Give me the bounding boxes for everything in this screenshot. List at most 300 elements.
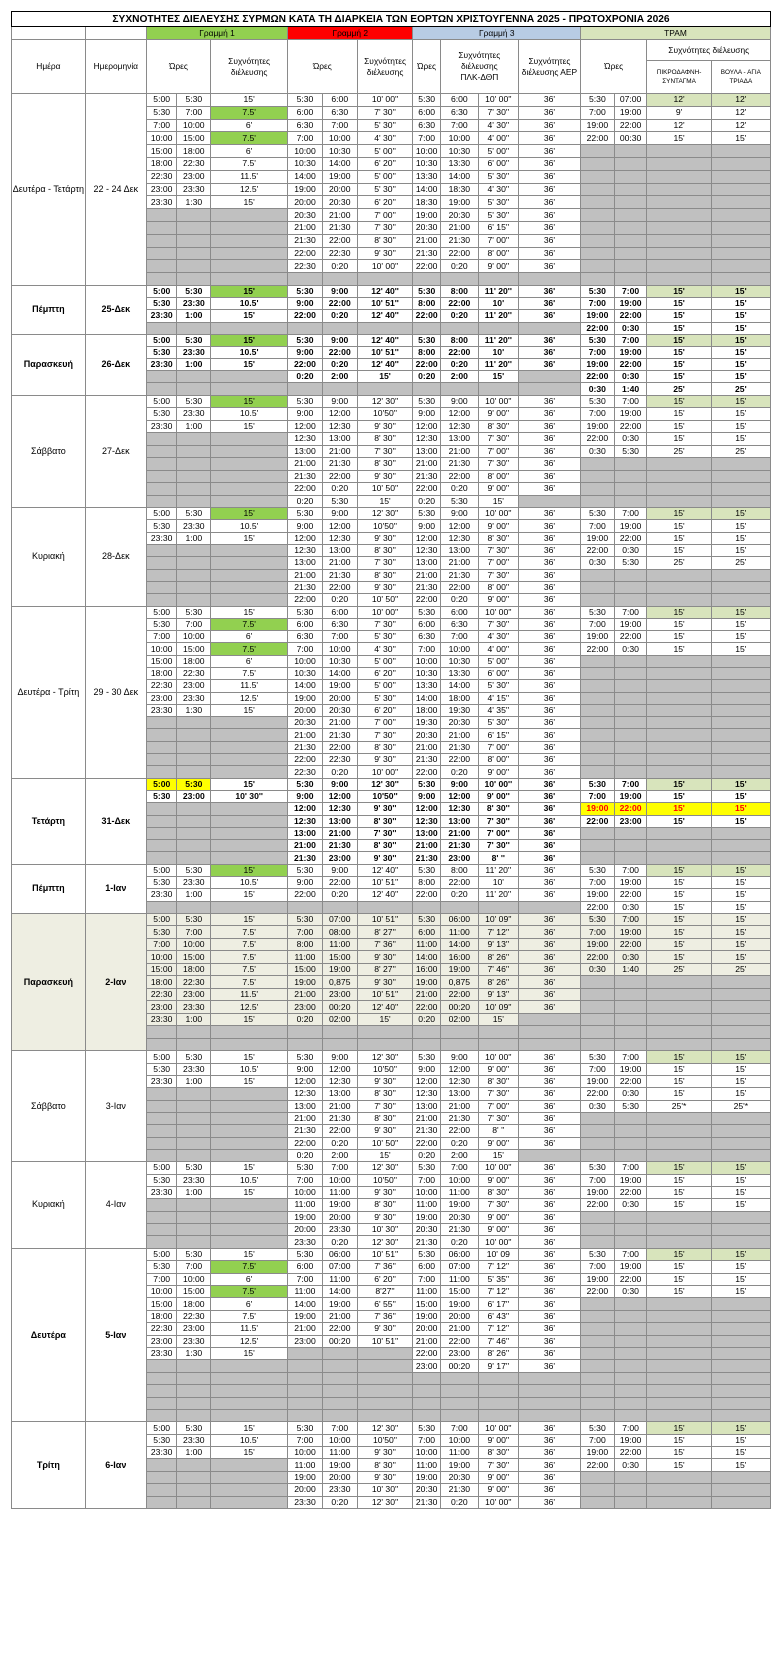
tram-from-cell: 22:00 [581, 1199, 615, 1211]
l3-to-cell [440, 1038, 478, 1051]
tram-freq-a-cell: 15' [647, 618, 711, 630]
l2-freq-cell [357, 1026, 413, 1039]
l1-from-cell: 5:00 [146, 1422, 177, 1434]
tram-freq-a-cell [647, 1484, 711, 1496]
l1-freq-cell [211, 594, 288, 606]
l3-aer-cell: 36' [518, 803, 580, 815]
tram-hours-header: Ώρες [581, 40, 647, 94]
l2-from-cell: 21:00 [288, 221, 323, 234]
tram-to-cell: 00:30 [614, 132, 647, 145]
l2-from-cell: 20:30 [288, 209, 323, 222]
tram-to-cell [614, 680, 647, 692]
tram-from-cell [581, 1347, 615, 1359]
day-label: Παρασκευή [12, 913, 86, 1051]
l2-to-cell: 14:00 [322, 1286, 357, 1298]
l3-to-cell [440, 1385, 478, 1397]
l3-from-cell: 10:00 [413, 145, 440, 158]
tram-from-cell: 0:30 [581, 557, 615, 569]
l1-freq-cell: 15' [211, 1422, 288, 1434]
l3-freq-cell: 6' 43'' [478, 1310, 518, 1322]
l2-to-cell: 15:00 [322, 951, 357, 964]
tram-from-cell [581, 1013, 615, 1026]
l1-to-cell [177, 383, 211, 395]
tram-to-cell [614, 1335, 647, 1347]
tram-freq-a-cell [647, 692, 711, 704]
tram-freq-a-cell [647, 1471, 711, 1483]
l2-freq-cell: 7' 36'' [357, 938, 413, 951]
l2-to-cell: 9:00 [322, 285, 357, 297]
l3-freq-cell: 5' 00'' [478, 655, 518, 667]
date-label: 22 - 24 Δεκ [85, 94, 146, 286]
l3-aer-cell: 36' [518, 247, 580, 260]
l2-to-cell: 22:00 [322, 298, 357, 310]
l3-from-cell: 10:30 [413, 668, 440, 680]
date-label: 5-Ιαν [85, 1248, 146, 1421]
l3-to-cell: 16:00 [440, 951, 478, 964]
l2-freq-cell: 12' 30'' [357, 395, 413, 408]
tram-to-cell: 22:00 [614, 631, 647, 643]
l2-to-cell: 20:00 [322, 1211, 357, 1223]
l1-to-cell [177, 1199, 211, 1211]
l3-freq-cell [478, 1026, 518, 1039]
l2-freq-cell: 10'50'' [357, 408, 413, 421]
l1-to-cell [177, 1026, 211, 1039]
l3-from-cell [413, 1397, 440, 1409]
tram-freq-b-cell [711, 1335, 770, 1347]
l2-freq-cell: 9' 30'' [357, 581, 413, 593]
tram-from-cell [581, 234, 615, 247]
tram-freq-a-cell [647, 1211, 711, 1223]
l2-to-cell: 0,875 [322, 976, 357, 989]
l2-to-cell: 7:00 [322, 1422, 357, 1434]
tram-freq-a-cell: 15' [647, 1199, 711, 1211]
l2-freq-cell: 4' 30'' [357, 643, 413, 655]
l2-to-cell: 0:20 [322, 1236, 357, 1248]
l1-freq-cell: 10.5' [211, 1174, 288, 1186]
l2-freq-cell: 7' 00'' [357, 717, 413, 729]
l3-from-cell: 0:20 [413, 1149, 440, 1161]
l3-from-cell [413, 1038, 440, 1051]
l1-freq-cell [211, 815, 288, 827]
l1-from-cell: 5:00 [146, 285, 177, 297]
tram-to-cell [614, 1484, 647, 1496]
l3-freq-cell: 15' [478, 495, 518, 508]
l3-from-cell: 13:00 [413, 557, 440, 569]
l3-freq-cell: 7' 30'' [478, 569, 518, 581]
l1-freq-cell: 15' [211, 285, 288, 297]
l3-freq-cell: 7' 30'' [478, 106, 518, 119]
tram-freq-b-cell [711, 170, 770, 183]
l3-freq-cell: 9' 00'' [478, 1211, 518, 1223]
l1-freq-cell: 7.5' [211, 643, 288, 655]
l1-freq-cell [211, 1471, 288, 1483]
l2-freq-cell: 8' 30'' [357, 815, 413, 827]
l2-from-cell: 11:00 [288, 1459, 323, 1471]
tram-to-cell [614, 1310, 647, 1322]
l3-freq-cell: 6' 17'' [478, 1298, 518, 1310]
l2-freq-cell: 5' 30'' [357, 119, 413, 132]
l3-from-cell: 12:30 [413, 545, 440, 557]
l3-from-cell: 18:30 [413, 196, 440, 209]
tram-to-cell [614, 260, 647, 273]
l2-to-cell: 21:30 [322, 221, 357, 234]
l3-aer-cell: 36' [518, 483, 580, 496]
l3-freq-cell: 5' 00'' [478, 145, 518, 158]
tram-freq-a-cell [647, 1137, 711, 1149]
l2-freq-cell: 12' 40'' [357, 285, 413, 297]
tram-from-cell: 19:00 [581, 359, 615, 371]
l2-to-cell [322, 1038, 357, 1051]
l1-freq-cell: 7.5' [211, 976, 288, 989]
l1-freq-cell [211, 1236, 288, 1248]
l2-freq-cell: 8' 30'' [357, 1112, 413, 1124]
l1-to-cell: 23:30 [177, 1174, 211, 1186]
l1-from-cell: 10:00 [146, 1286, 177, 1298]
l2-freq-cell: 8' 30'' [357, 433, 413, 446]
day-label: Σάββατο [12, 1051, 86, 1162]
l2-freq-cell [357, 322, 413, 334]
l3-aer-cell: 36' [518, 963, 580, 976]
l1-from-cell [146, 754, 177, 766]
table-row [12, 334, 771, 346]
l3-to-cell: 20:30 [440, 717, 478, 729]
tram-to-cell: 0:30 [614, 1199, 647, 1211]
l3-to-cell: 22:00 [440, 754, 478, 766]
tram-to-cell [614, 827, 647, 839]
l1-freq-cell: 12.5' [211, 1335, 288, 1347]
l3-freq-cell: 9' 00'' [478, 766, 518, 778]
l2-freq-cell [357, 1397, 413, 1409]
tram-from-cell [581, 247, 615, 260]
l1-freq-cell: 7.5' [211, 157, 288, 170]
tram-freq-b-cell [711, 1484, 770, 1496]
l1-from-cell [146, 1409, 177, 1421]
l3-from-cell: 19:00 [413, 1471, 440, 1483]
tram-to-cell: 22:00 [614, 359, 647, 371]
l2-from-cell: 14:00 [288, 1298, 323, 1310]
l3-from-cell: 22:00 [413, 1347, 440, 1359]
tram-to-cell: 19:00 [614, 926, 647, 939]
l1-from-cell: 23:30 [146, 1447, 177, 1459]
l1-from-cell: 5:00 [146, 778, 177, 790]
tram-freq-b-cell: 15' [711, 631, 770, 643]
l1-freq-cell: 15' [211, 1248, 288, 1260]
l2-from-cell: 13:00 [288, 1100, 323, 1112]
l2-freq-cell [357, 1038, 413, 1051]
l1-from-cell: 5:30 [146, 1261, 177, 1273]
l2-freq-cell: 8' 30'' [357, 458, 413, 471]
day-label: Πέμπτη [12, 285, 86, 334]
l1-from-cell [146, 209, 177, 222]
tram-freq-b-cell [711, 852, 770, 864]
tram-freq-b-cell: 15' [711, 864, 770, 876]
l1-to-cell [177, 754, 211, 766]
l3-from-cell: 0:20 [413, 1013, 440, 1026]
l2-from-cell: 7:00 [288, 926, 323, 939]
l1-to-cell: 5:30 [177, 1422, 211, 1434]
l1-freq-cell: 10.5' [211, 1434, 288, 1446]
line1-hours-header: Ώρες [146, 40, 210, 94]
l3-from-cell: 6:00 [413, 618, 440, 630]
l2-from-cell: 21:30 [288, 1125, 323, 1137]
l3-aer-cell: 36' [518, 470, 580, 483]
l2-to-cell: 21:00 [322, 717, 357, 729]
tram-freq-a-cell [647, 458, 711, 471]
l3-from-cell: 21:00 [413, 1112, 440, 1124]
l3-from-cell: 12:00 [413, 532, 440, 544]
l1-to-cell [177, 1224, 211, 1236]
tram-freq-a-cell [647, 840, 711, 852]
l1-to-cell [177, 1409, 211, 1421]
l2-to-cell: 11:00 [322, 1273, 357, 1285]
tram-freq-a-cell: 15' [647, 926, 711, 939]
l1-to-cell: 7:00 [177, 1261, 211, 1273]
l3-aer-cell: 36' [518, 1471, 580, 1483]
tram-freq-b-cell: 25' [711, 445, 770, 458]
l3-from-cell [413, 1372, 440, 1384]
l3-freq-cell: 11' 20'' [478, 334, 518, 346]
tram-freq-b-cell [711, 483, 770, 496]
l2-from-cell: 20:00 [288, 1224, 323, 1236]
l3-aer-cell: 36' [518, 704, 580, 716]
tram-from-cell [581, 1397, 615, 1409]
l1-freq-cell [211, 1038, 288, 1051]
l3-freq-cell: 7' 00'' [478, 741, 518, 753]
l2-to-cell [322, 1360, 357, 1372]
l2-freq-cell: 10'50'' [357, 1434, 413, 1446]
l3-aer-cell [518, 1026, 580, 1039]
l3-aer-cell [518, 1013, 580, 1026]
l3-aer-cell: 36' [518, 594, 580, 606]
l1-freq-cell: 11.5' [211, 1323, 288, 1335]
l1-to-cell: 23:30 [177, 1434, 211, 1446]
tram-freq-a-cell [647, 668, 711, 680]
tram-freq-b-cell: 15' [711, 298, 770, 310]
l3-from-cell: 21:30 [413, 1236, 440, 1248]
l1-freq-cell: 12.5' [211, 183, 288, 196]
l3-freq-cell: 11' 20'' [478, 310, 518, 322]
l1-to-cell: 23:00 [177, 680, 211, 692]
l1-freq-cell: 12.5' [211, 1001, 288, 1014]
l2-freq-cell [357, 1385, 413, 1397]
tram-freq-b-cell [711, 273, 770, 286]
l1-freq-cell: 7.5' [211, 1261, 288, 1273]
l1-from-cell [146, 717, 177, 729]
tram-from-cell: 7:00 [581, 408, 615, 421]
l2-freq-cell: 6' 20'' [357, 704, 413, 716]
l2-from-cell: 21:00 [288, 1112, 323, 1124]
l3-freq-cell: 6' 15'' [478, 729, 518, 741]
tram-to-cell [614, 852, 647, 864]
l3-to-cell [440, 1409, 478, 1421]
table-row [12, 285, 771, 297]
l3-from-cell: 22:00 [413, 260, 440, 273]
l2-from-cell: 21:00 [288, 569, 323, 581]
l1-from-cell: 23:30 [146, 1013, 177, 1026]
l3-freq-cell: 9' 00'' [478, 594, 518, 606]
tram-freq-b-cell: 15' [711, 1063, 770, 1075]
tram-freq-a-cell: 15' [647, 132, 711, 145]
l1-freq-cell: 15' [211, 1013, 288, 1026]
date-label: 26-Δεκ [85, 334, 146, 395]
tram-freq-a-cell: 15' [647, 1063, 711, 1075]
tram-freq-b-cell [711, 1372, 770, 1384]
tram-freq-b-cell [711, 754, 770, 766]
l1-freq-cell: 11.5' [211, 170, 288, 183]
l2-from-cell: 11:00 [288, 951, 323, 964]
l1-from-cell: 5:30 [146, 926, 177, 939]
l2-freq-cell: 15' [357, 1149, 413, 1161]
tram-freq-a-cell [647, 569, 711, 581]
l1-freq-cell: 15' [211, 913, 288, 926]
tram-from-cell: 7:00 [581, 877, 615, 889]
l3-aer-cell: 36' [518, 1137, 580, 1149]
tram-freq-b-cell: 15' [711, 371, 770, 383]
l2-to-cell [322, 901, 357, 913]
l3-from-cell: 22:00 [413, 1137, 440, 1149]
tram-freq-a-cell [647, 976, 711, 989]
tram-freq-b-cell: 15' [711, 790, 770, 802]
l1-from-cell [146, 766, 177, 778]
l1-freq-cell [211, 1385, 288, 1397]
l2-to-cell: 12:30 [322, 532, 357, 544]
l1-to-cell: 18:00 [177, 145, 211, 158]
l3-from-cell: 10:00 [413, 1186, 440, 1198]
tram-route-b-header: ΒΟΥΛΑ - ΑΓΙΑ ΤΡΙΑΔΑ [711, 61, 770, 94]
l3-aer-cell: 36' [518, 532, 580, 544]
l1-to-cell: 23:30 [177, 183, 211, 196]
l1-freq-cell: 15' [211, 889, 288, 901]
l1-freq-cell: 10.5' [211, 346, 288, 358]
l3-from-cell: 9:00 [413, 520, 440, 532]
l2-to-cell: 21:00 [322, 1310, 357, 1322]
tram-freq-a-cell: 15' [647, 334, 711, 346]
tram-freq-b-cell: 15' [711, 1076, 770, 1088]
l3-from-cell: 14:00 [413, 692, 440, 704]
tram-from-cell: 5:30 [581, 1051, 615, 1063]
l3-aer-cell: 36' [518, 1125, 580, 1137]
l3-from-cell [413, 1026, 440, 1039]
l3-freq-cell: 8' 26'' [478, 951, 518, 964]
l2-to-cell: 6:00 [322, 606, 357, 618]
tram-freq-a-cell [647, 1385, 711, 1397]
l3-to-cell: 5:30 [440, 495, 478, 508]
l1-freq-cell: 10.5' [211, 1063, 288, 1075]
table-row [12, 864, 771, 876]
l1-freq-cell [211, 260, 288, 273]
l1-to-cell [177, 1236, 211, 1248]
tram-freq-a-cell [647, 1372, 711, 1384]
l2-to-cell: 7:00 [322, 119, 357, 132]
l2-freq-cell: 8' 30'' [357, 741, 413, 753]
tram-from-cell [581, 221, 615, 234]
tram-to-cell [614, 581, 647, 593]
l3-aer-cell: 36' [518, 643, 580, 655]
l1-to-cell: 10:00 [177, 119, 211, 132]
corner-blank [85, 27, 146, 40]
l1-from-cell: 7:00 [146, 631, 177, 643]
l2-from-cell [288, 1385, 323, 1397]
tram-freq-a-cell: 15' [647, 1076, 711, 1088]
tram-to-cell [614, 495, 647, 508]
l1-from-cell [146, 815, 177, 827]
l1-freq-cell [211, 1100, 288, 1112]
l1-freq-cell [211, 433, 288, 446]
l2-from-cell: 19:00 [288, 976, 323, 989]
l1-freq-cell: 15' [211, 359, 288, 371]
l1-freq-cell: 15' [211, 864, 288, 876]
tram-freq-b-cell [711, 581, 770, 593]
l2-to-cell: 7:00 [322, 1162, 357, 1174]
l1-from-cell: 5:30 [146, 298, 177, 310]
line3-header: Γραμμή 3 [413, 27, 581, 40]
l2-to-cell: 13:00 [322, 815, 357, 827]
l3-aer-cell [518, 371, 580, 383]
l1-freq-cell: 15' [211, 606, 288, 618]
l3-from-cell: 21:00 [413, 458, 440, 471]
l2-from-cell: 9:00 [288, 408, 323, 421]
l2-freq-cell: 9' 30'' [357, 470, 413, 483]
tram-from-cell: 5:30 [581, 1162, 615, 1174]
tram-freq-a-cell: 15' [647, 889, 711, 901]
l3-from-cell: 5:30 [413, 606, 440, 618]
tram-freq-a-cell: 15' [647, 864, 711, 876]
l2-from-cell: 6:00 [288, 1261, 323, 1273]
tram-freq-b-cell [711, 1236, 770, 1248]
l3-from-cell: 21:30 [413, 470, 440, 483]
l1-to-cell: 23:00 [177, 790, 211, 802]
l2-freq-cell: 5' 00'' [357, 170, 413, 183]
l1-from-cell: 18:00 [146, 976, 177, 989]
tram-from-cell [581, 1137, 615, 1149]
day-label: Τετάρτη [12, 778, 86, 864]
l3-aer-cell: 36' [518, 1186, 580, 1198]
l3-freq-cell: 7' 00'' [478, 827, 518, 839]
l3-from-cell: 13:00 [413, 1100, 440, 1112]
l3-freq-cell: 9' 00'' [478, 790, 518, 802]
tram-freq-b-cell: 15' [711, 1174, 770, 1186]
l3-freq-cell: 9' 00'' [478, 1063, 518, 1075]
l3-freq-cell: 10' [478, 877, 518, 889]
l1-to-cell [177, 1125, 211, 1137]
l1-from-cell [146, 1112, 177, 1124]
l2-to-cell: 9:00 [322, 395, 357, 408]
l3-from-cell: 15:00 [413, 1298, 440, 1310]
tram-freq-b-cell [711, 1310, 770, 1322]
tram-to-cell: 19:00 [614, 408, 647, 421]
l2-to-cell: 20:00 [322, 183, 357, 196]
l2-to-cell: 11:00 [322, 1447, 357, 1459]
l3-to-cell: 0:20 [440, 594, 478, 606]
l3-to-cell [440, 383, 478, 395]
tram-freq-b-cell: 15' [711, 1199, 770, 1211]
l2-from-cell: 13:00 [288, 557, 323, 569]
l3-freq-cell: 9' 00'' [478, 1434, 518, 1446]
l3-aer-cell: 36' [518, 145, 580, 158]
l3-to-cell: 2:00 [440, 1149, 478, 1161]
l1-from-cell [146, 1459, 177, 1471]
l3-freq-cell: 9' 00'' [478, 1174, 518, 1186]
l3-freq-cell: 9' 13'' [478, 988, 518, 1001]
l2-freq-cell: 10' 30'' [357, 1484, 413, 1496]
l3-from-cell: 21:00 [413, 569, 440, 581]
l3-to-cell: 19:00 [440, 196, 478, 209]
tram-to-cell: 7:00 [614, 285, 647, 297]
l1-freq-cell [211, 1360, 288, 1372]
l3-freq-cell: 7' 46'' [478, 1335, 518, 1347]
l3-aer-cell: 36' [518, 1496, 580, 1508]
l1-to-cell: 1:00 [177, 1447, 211, 1459]
